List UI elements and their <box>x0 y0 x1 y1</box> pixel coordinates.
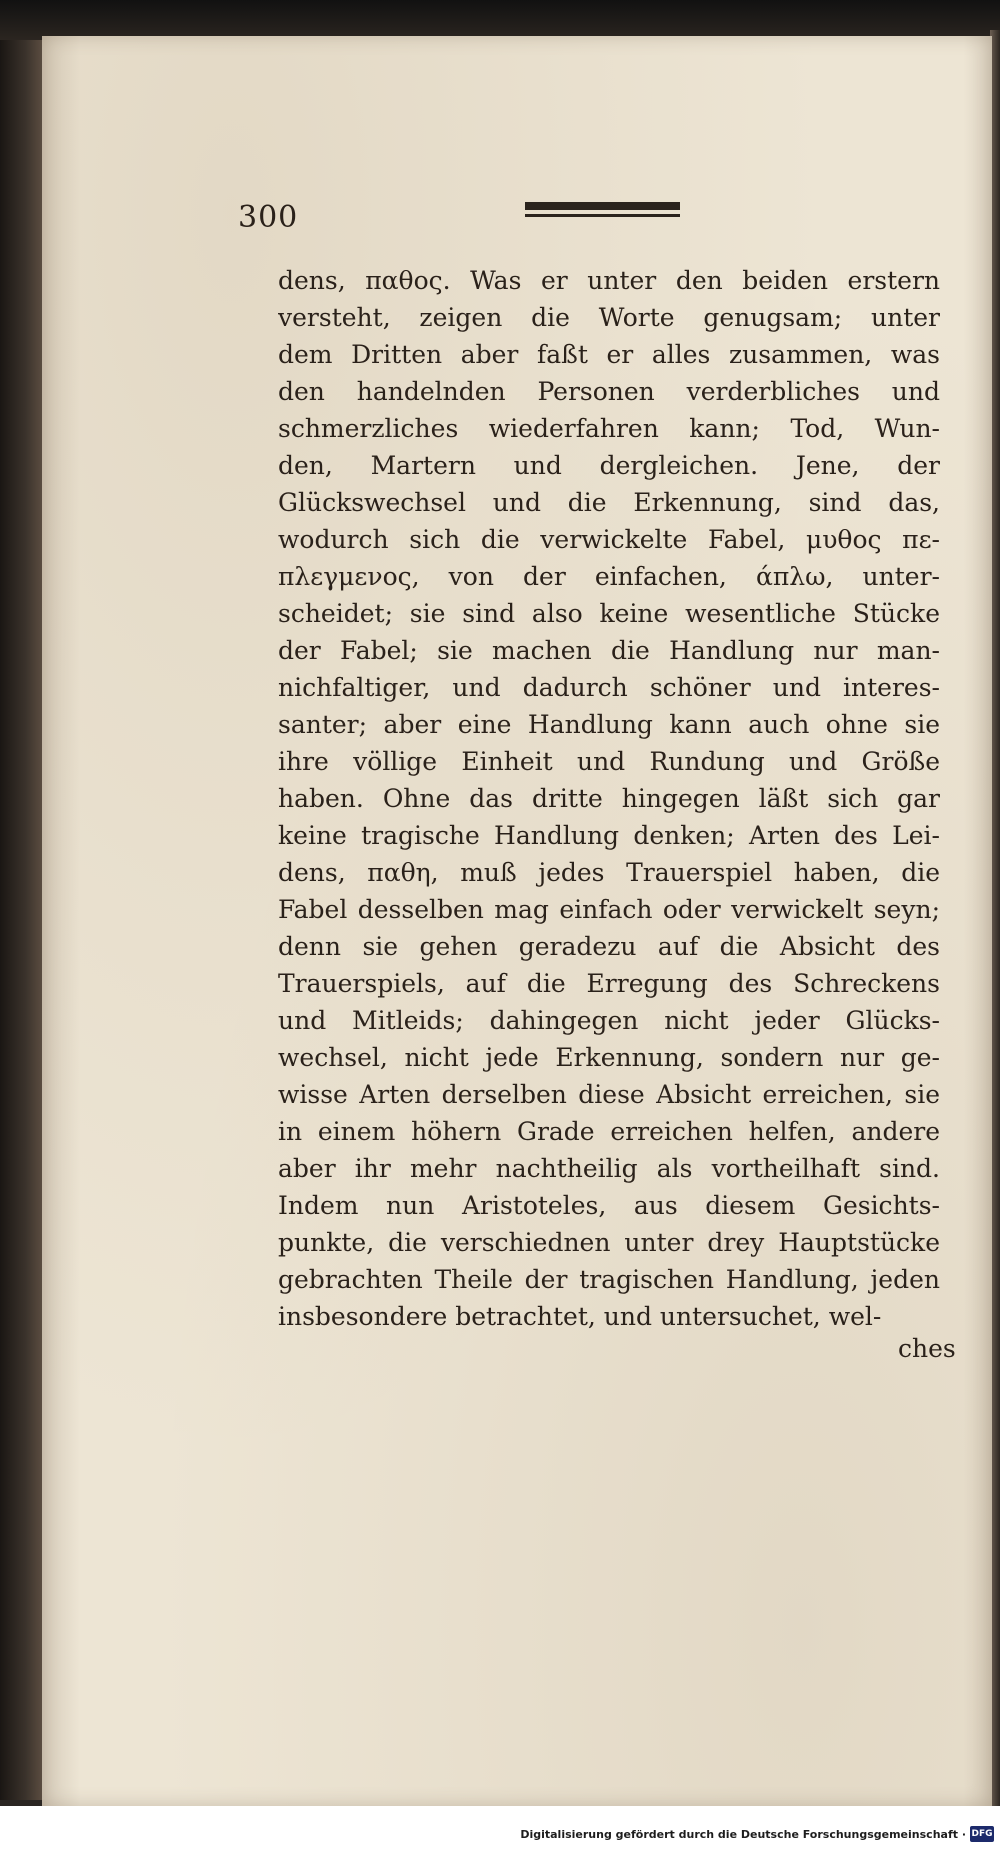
text-line: keine tragische Handlung denken; Arten des Lei- <box>278 821 940 850</box>
header-rule-thick <box>525 202 680 210</box>
digitization-credit: Digitalisierung gefördert durch die Deutsche Forschungsgemeinschaft · <box>520 1828 966 1841</box>
text-line: nichfaltiger, und dadurch schöner und interes- <box>278 673 940 702</box>
text-line: Indem nun Aristoteles, aus diesem Gesichts- <box>278 1191 940 1220</box>
text-line: santer; aber eine Handlung kann auch ohne sie <box>278 710 940 739</box>
page-number: 300 <box>238 200 299 235</box>
text-line: haben. Ohne das dritte hingegen läßt sich gar <box>278 784 940 813</box>
text-line: wechsel, nicht jede Erkennung, sondern nur ge- <box>278 1043 940 1072</box>
text-line: dens, παθη, muß jedes Trauerspiel haben, die <box>278 858 940 887</box>
text-line: der Fabel; sie machen die Handlung nur man- <box>278 636 940 665</box>
text-line: ihre völlige Einheit und Rundung und Größe <box>278 747 940 776</box>
text-line: in einem höhern Grade erreichen helfen, andere <box>278 1117 940 1146</box>
header-rule-thin <box>525 214 680 217</box>
text-line: wisse Arten derselben diese Absicht erreichen, sie <box>278 1080 940 1109</box>
scan-background-top <box>0 0 1000 40</box>
body-text <box>278 262 940 1335</box>
text-line: versteht, zeigen die Worte genugsam; unter <box>278 303 940 332</box>
text-line: insbesondere betrachtet, und untersuchet, wel- <box>278 1302 882 1331</box>
text-line: dem Dritten aber faßt er alles zusammen, was <box>278 340 940 369</box>
text-line: denn sie gehen geradezu auf die Absicht des <box>278 932 940 961</box>
text-line: aber ihr mehr nachtheilig als vortheilhaft sind. <box>278 1154 940 1183</box>
text-line: und Mitleids; dahingegen nicht jeder Glücks- <box>278 1006 940 1035</box>
dfg-logo: DFG <box>970 1826 994 1842</box>
text-line: schmerzliches wiederfahren kann; Tod, Wun- <box>278 414 940 443</box>
text-line: Glückswechsel und die Erkennung, sind das, <box>278 488 940 517</box>
text-line: dens, παθος. Was er unter den beiden erstern <box>278 266 940 295</box>
catchword: ches <box>898 1334 956 1363</box>
text-line: scheidet; sie sind also keine wesentliche Stücke <box>278 599 940 628</box>
text-line: punkte, die verschiednen unter drey Hauptstücke <box>278 1228 940 1257</box>
text-line: Fabel desselben mag einfach oder verwickelt seyn; <box>278 895 940 924</box>
book-spine-edge <box>0 40 42 1800</box>
text-line: πλεγμενος, von der einfachen, άπλω, unter- <box>278 562 940 591</box>
text-line: wodurch sich die verwickelte Fabel, μυθος πε- <box>278 525 940 554</box>
text-line: Trauerspiels, auf die Erregung des Schreckens <box>278 969 940 998</box>
text-line: den handelnden Personen verderbliches und <box>278 377 940 406</box>
header-ornament-rule <box>525 202 680 220</box>
text-line: gebrachten Theile der tragischen Handlung, jeden <box>278 1265 940 1294</box>
text-line: den, Martern und dergleichen. Jene, der <box>278 451 940 480</box>
